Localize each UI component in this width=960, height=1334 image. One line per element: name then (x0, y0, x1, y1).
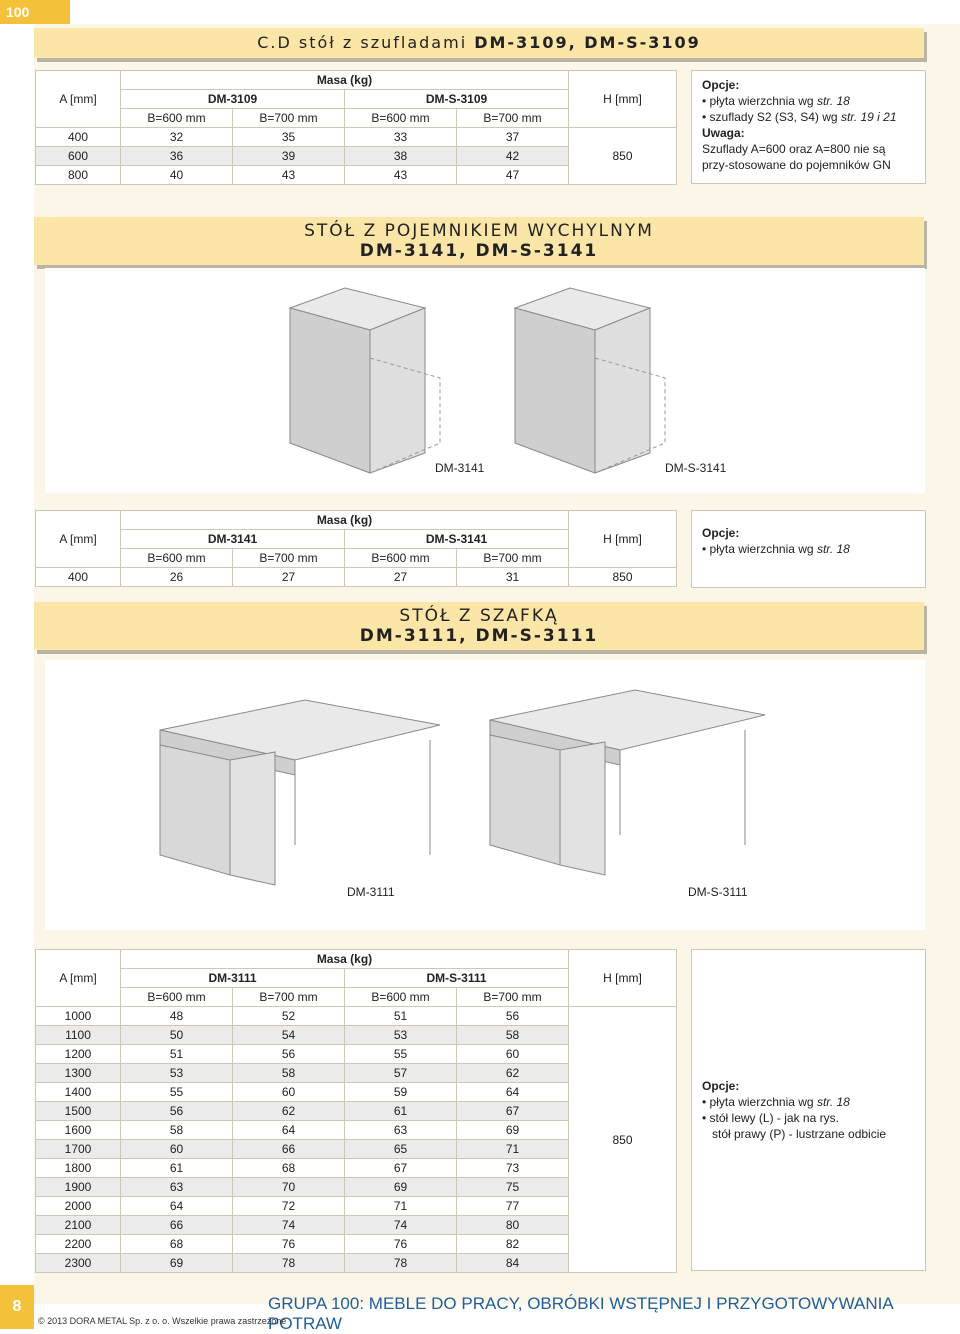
mass-value: 39 (233, 147, 345, 166)
model1-header: DM-3141 (121, 530, 345, 549)
table-row (36, 1007, 677, 1026)
mass-value: 74 (233, 1216, 345, 1235)
mass-value: 57 (345, 1064, 457, 1083)
mass-value: 58 (457, 1026, 569, 1045)
mass-value: 60 (121, 1140, 233, 1159)
mass-value: 48 (121, 1007, 233, 1026)
option-item-continued: stół prawy (P) - lustrzane odbicie (712, 1127, 887, 1141)
options-title: Opcje: (702, 526, 740, 540)
a-header: A [mm] (36, 71, 121, 128)
h-header: H [mm] (569, 511, 677, 568)
section2-title-line2: DM-3141, DM-S-3141 (359, 241, 599, 261)
section2-product-image (45, 268, 925, 493)
page-reference: str. 18 (816, 542, 850, 556)
footer-page-number: 8 (0, 1285, 34, 1329)
mass-value: 68 (233, 1159, 345, 1178)
mass-value: 76 (345, 1235, 457, 1254)
a-header: A [mm] (36, 950, 121, 1007)
options-title: Opcje: (702, 78, 740, 92)
mass-value: 51 (121, 1045, 233, 1064)
tilting-bin-table-illustration (45, 268, 925, 493)
mass-header: Masa (kg) (121, 511, 569, 530)
a-value: 400 (36, 568, 121, 587)
a-value: 1700 (36, 1140, 121, 1159)
model1-header: DM-3111 (121, 969, 345, 988)
mass-header: Masa (kg) (121, 950, 569, 969)
mass-value: 71 (457, 1140, 569, 1159)
mass-value: 82 (457, 1235, 569, 1254)
model2-header: DM-S-3109 (345, 90, 569, 109)
section2-title-line1: STÓŁ Z POJEMNIKIEM WYCHYLNYM (304, 221, 654, 241)
mass-value: 33 (345, 128, 457, 147)
mass-value: 59 (345, 1083, 457, 1102)
mass-value: 38 (345, 147, 457, 166)
h-value: 850 (569, 1007, 677, 1273)
option-item: • szuflady S2 (S3, S4) wg str. 19 i 21 (712, 109, 915, 125)
mass-value: 36 (121, 147, 233, 166)
mass-value: 75 (457, 1178, 569, 1197)
h-value: 850 (569, 128, 677, 185)
page-reference: str. 18 (816, 1095, 850, 1109)
note-title: Uwaga: (702, 126, 745, 140)
mass-value: 70 (233, 1178, 345, 1197)
mass-value: 60 (457, 1045, 569, 1064)
mass-value: 43 (345, 166, 457, 185)
section3-title-banner (34, 602, 924, 650)
page-reference: str. 18 (816, 94, 850, 108)
b-header: B=600 mm (345, 109, 457, 128)
a-value: 1000 (36, 1007, 121, 1026)
mass-value: 27 (233, 568, 345, 587)
mass-value: 77 (457, 1197, 569, 1216)
mass-value: 78 (233, 1254, 345, 1273)
mass-value: 84 (457, 1254, 569, 1273)
mass-value: 58 (121, 1121, 233, 1140)
mass-value: 42 (457, 147, 569, 166)
mass-value: 26 (121, 568, 233, 587)
b-header: B=700 mm (457, 988, 569, 1007)
mass-value: 64 (121, 1197, 233, 1216)
mass-value: 67 (345, 1159, 457, 1178)
section3-caption-1: DM-3111 (347, 885, 395, 899)
section2-caption-1: DM-3141 (435, 461, 485, 475)
b-header: B=700 mm (233, 988, 345, 1007)
mass-value: 63 (345, 1121, 457, 1140)
section1-title-banner (34, 28, 924, 58)
mass-value: 54 (233, 1026, 345, 1045)
b-header: B=700 mm (457, 549, 569, 568)
section2-options-box (691, 510, 926, 588)
option-item: • płyta wierzchnia wg str. 18 (712, 1094, 915, 1110)
b-header: B=600 mm (121, 549, 233, 568)
section1-options-box (691, 70, 926, 184)
option-item: • stół lewy (L) - jak na rys. (712, 1110, 915, 1126)
section1-title-models: DM-3109, DM-S-3109 (474, 33, 701, 52)
a-value: 2200 (36, 1235, 121, 1254)
a-value: 800 (36, 166, 121, 185)
mass-value: 53 (121, 1064, 233, 1083)
section2-caption-2: DM-S-3141 (665, 461, 727, 475)
h-header: H [mm] (569, 950, 677, 1007)
mass-value: 74 (345, 1216, 457, 1235)
section3-mass-table (35, 949, 677, 1273)
mass-value: 69 (457, 1121, 569, 1140)
mass-value: 71 (345, 1197, 457, 1216)
page-reference: str. 19 i 21 (840, 110, 897, 124)
mass-value: 51 (345, 1007, 457, 1026)
cabinet-table-illustration (45, 660, 925, 930)
options-title: Opcje: (702, 1079, 740, 1093)
a-value: 600 (36, 147, 121, 166)
mass-value: 78 (345, 1254, 457, 1273)
b-header: B=600 mm (345, 549, 457, 568)
mass-value: 66 (121, 1216, 233, 1235)
mass-value: 40 (121, 166, 233, 185)
section2-mass-table (35, 510, 677, 587)
mass-value: 60 (233, 1083, 345, 1102)
model2-header: DM-S-3141 (345, 530, 569, 549)
mass-value: 61 (121, 1159, 233, 1178)
mass-value: 50 (121, 1026, 233, 1045)
mass-value: 64 (457, 1083, 569, 1102)
h-value: 850 (569, 568, 677, 587)
table-row (36, 128, 677, 147)
a-value: 1600 (36, 1121, 121, 1140)
note-text: Szuflady A=600 oraz A=800 nie są przy-stosowane do pojemników GN (702, 142, 891, 172)
mass-value: 43 (233, 166, 345, 185)
a-value: 400 (36, 128, 121, 147)
mass-value: 61 (345, 1102, 457, 1121)
section1-title-prefix: C.D stół z szufladami (257, 33, 475, 52)
page-number-badge: 100 (0, 0, 70, 24)
section1-mass-table (35, 70, 677, 185)
mass-value: 73 (457, 1159, 569, 1178)
section3-options-box (691, 949, 926, 1271)
footer-group-title: GRUPA 100: MEBLE DO PRACY, OBRÓBKI WSTĘPNEJ I PRZYGOTOWYWANIA POTRAW (268, 1294, 893, 1333)
mass-value: 69 (345, 1178, 457, 1197)
mass-value: 35 (233, 128, 345, 147)
table-row (36, 568, 677, 587)
section3-title-line2: DM-3111, DM-S-3111 (359, 626, 599, 646)
section3-product-image (45, 660, 925, 930)
mass-value: 47 (457, 166, 569, 185)
section3-title-line1: STÓŁ Z SZAFKĄ (399, 606, 559, 626)
a-value: 1100 (36, 1026, 121, 1045)
option-item: • płyta wierzchnia wg str. 18 (712, 93, 915, 109)
mass-value: 56 (457, 1007, 569, 1026)
b-header: B=600 mm (345, 988, 457, 1007)
mass-value: 66 (233, 1140, 345, 1159)
b-header: B=600 mm (121, 988, 233, 1007)
a-value: 1500 (36, 1102, 121, 1121)
footer-copyright: © 2013 DORA METAL Sp. z o. o. Wszelkie prawa zastrzeżone (38, 1316, 287, 1326)
b-header: B=700 mm (233, 109, 345, 128)
mass-value: 32 (121, 128, 233, 147)
mass-value: 58 (233, 1064, 345, 1083)
mass-value: 63 (121, 1178, 233, 1197)
a-value: 1400 (36, 1083, 121, 1102)
section3-caption-2: DM-S-3111 (688, 885, 748, 899)
mass-value: 62 (233, 1102, 345, 1121)
h-header: H [mm] (569, 71, 677, 128)
mass-value: 55 (345, 1045, 457, 1064)
mass-value: 55 (121, 1083, 233, 1102)
b-header: B=700 mm (233, 549, 345, 568)
mass-value: 67 (457, 1102, 569, 1121)
a-header: A [mm] (36, 511, 121, 568)
mass-value: 37 (457, 128, 569, 147)
mass-value: 76 (233, 1235, 345, 1254)
section2-title-banner (34, 217, 924, 265)
mass-value: 27 (345, 568, 457, 587)
b-header: B=600 mm (121, 109, 233, 128)
a-value: 1900 (36, 1178, 121, 1197)
mass-value: 56 (233, 1045, 345, 1064)
option-item: • płyta wierzchnia wg str. 18 (712, 541, 915, 557)
mass-value: 72 (233, 1197, 345, 1216)
b-header: B=700 mm (457, 109, 569, 128)
a-value: 1300 (36, 1064, 121, 1083)
a-value: 1200 (36, 1045, 121, 1064)
a-value: 2100 (36, 1216, 121, 1235)
model2-header: DM-S-3111 (345, 969, 569, 988)
mass-header: Masa (kg) (121, 71, 569, 90)
mass-value: 68 (121, 1235, 233, 1254)
a-value: 1800 (36, 1159, 121, 1178)
mass-value: 80 (457, 1216, 569, 1235)
mass-value: 52 (233, 1007, 345, 1026)
mass-value: 65 (345, 1140, 457, 1159)
a-value: 2000 (36, 1197, 121, 1216)
mass-value: 31 (457, 568, 569, 587)
model1-header: DM-3109 (121, 90, 345, 109)
mass-value: 69 (121, 1254, 233, 1273)
mass-value: 64 (233, 1121, 345, 1140)
mass-value: 62 (457, 1064, 569, 1083)
mass-value: 53 (345, 1026, 457, 1045)
mass-value: 56 (121, 1102, 233, 1121)
a-value: 2300 (36, 1254, 121, 1273)
